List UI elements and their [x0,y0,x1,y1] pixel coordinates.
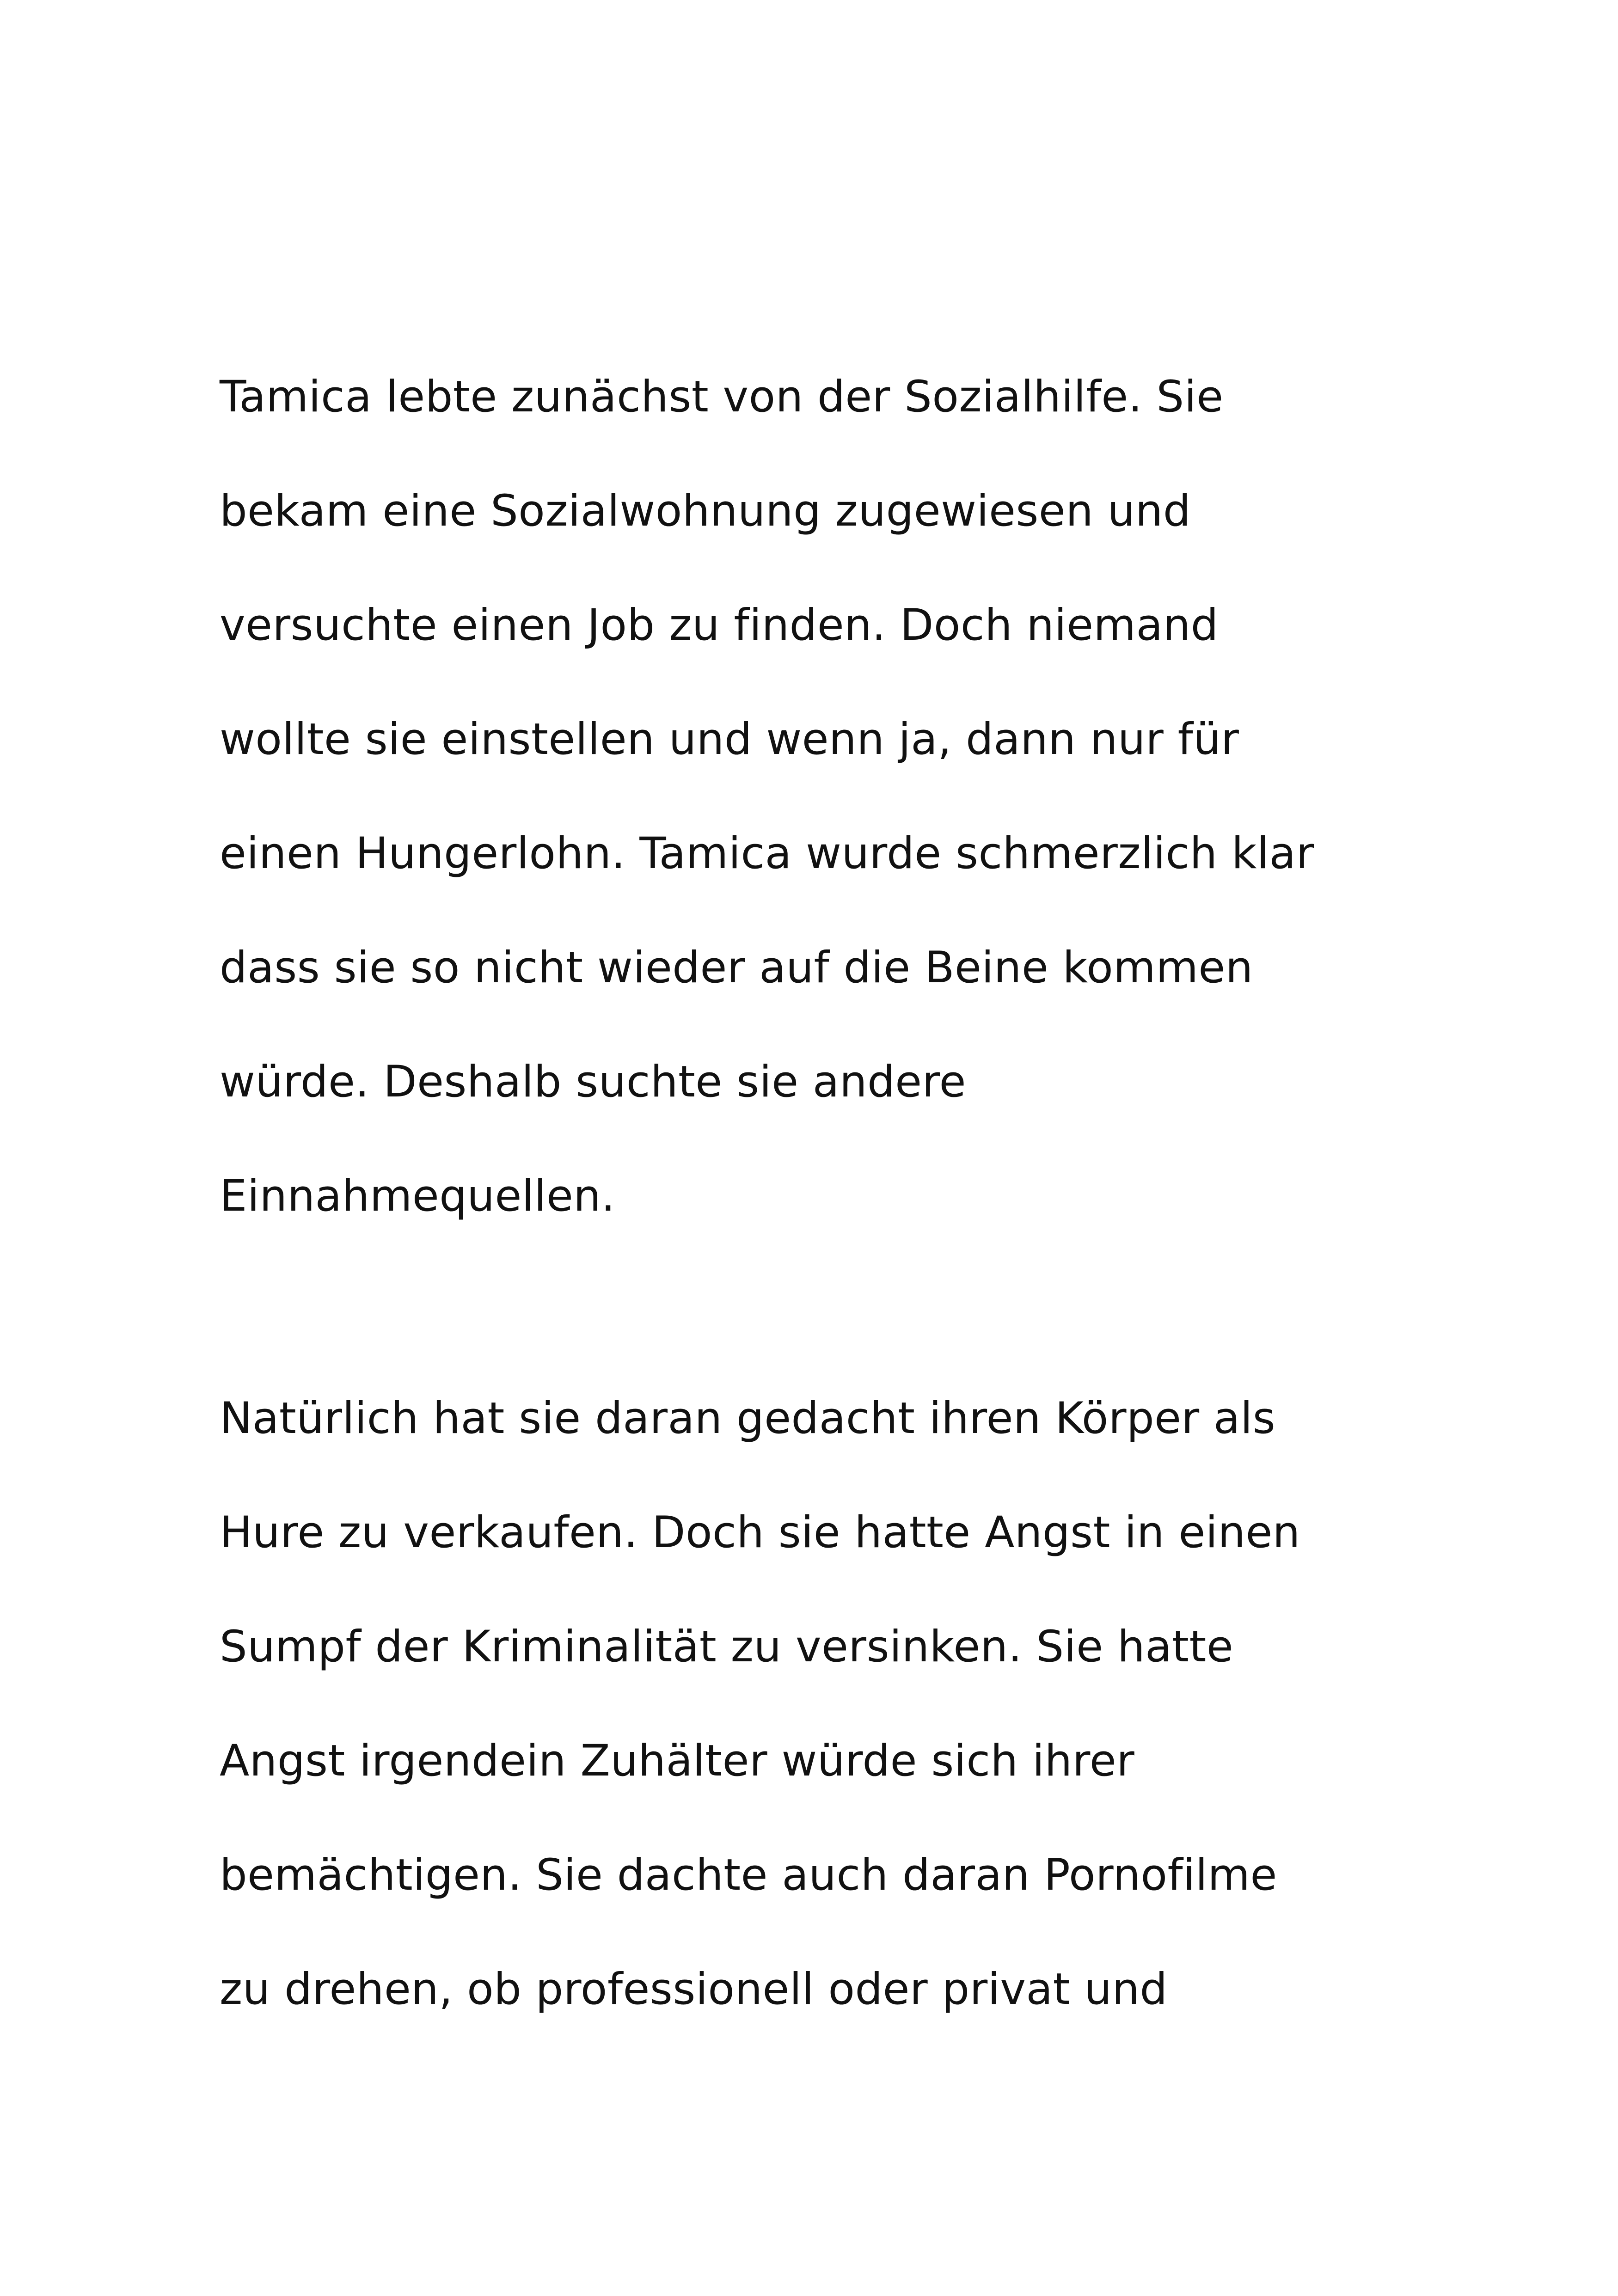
text-line: Tamica lebte zunächst von der Sozialhilfe. Sie [220,372,1224,422]
text-line: Natürlich hat sie daran gedacht ihren Körper als [220,1393,1276,1444]
text-line: versuchte einen Job zu finden. Doch niemand [220,600,1219,650]
text-line: würde. Deshalb suchte sie andere [220,1057,967,1107]
text-line: bemächtigen. Sie dachte auch daran Pornofilme [220,1850,1277,1900]
text-line: Angst irgendein Zuhälter würde sich ihrer [220,1736,1135,1786]
text-line: einen Hungerlohn. Tamica wurde schmerzlich klar [220,828,1314,879]
text-line: Hure zu verkaufen. Doch sie hatte Angst in einen [220,1507,1300,1558]
text-line: Einnahmequellen. [220,1171,615,1221]
text-line: zu drehen, ob professionell oder privat und [220,1964,1168,2014]
text-line: dass sie so nicht wieder auf die Beine kommen [220,943,1253,993]
text-line: Sumpf der Kriminalität zu versinken. Sie hatte [220,1622,1234,1672]
paragraph-1 [220,340,1468,1253]
paragraph-2 [220,1361,1468,2046]
text-line: wollte sie einstellen und wenn ja, dann nur für [220,714,1239,765]
text-line: bekam eine Sozialwohnung zugewiesen und [220,486,1191,536]
